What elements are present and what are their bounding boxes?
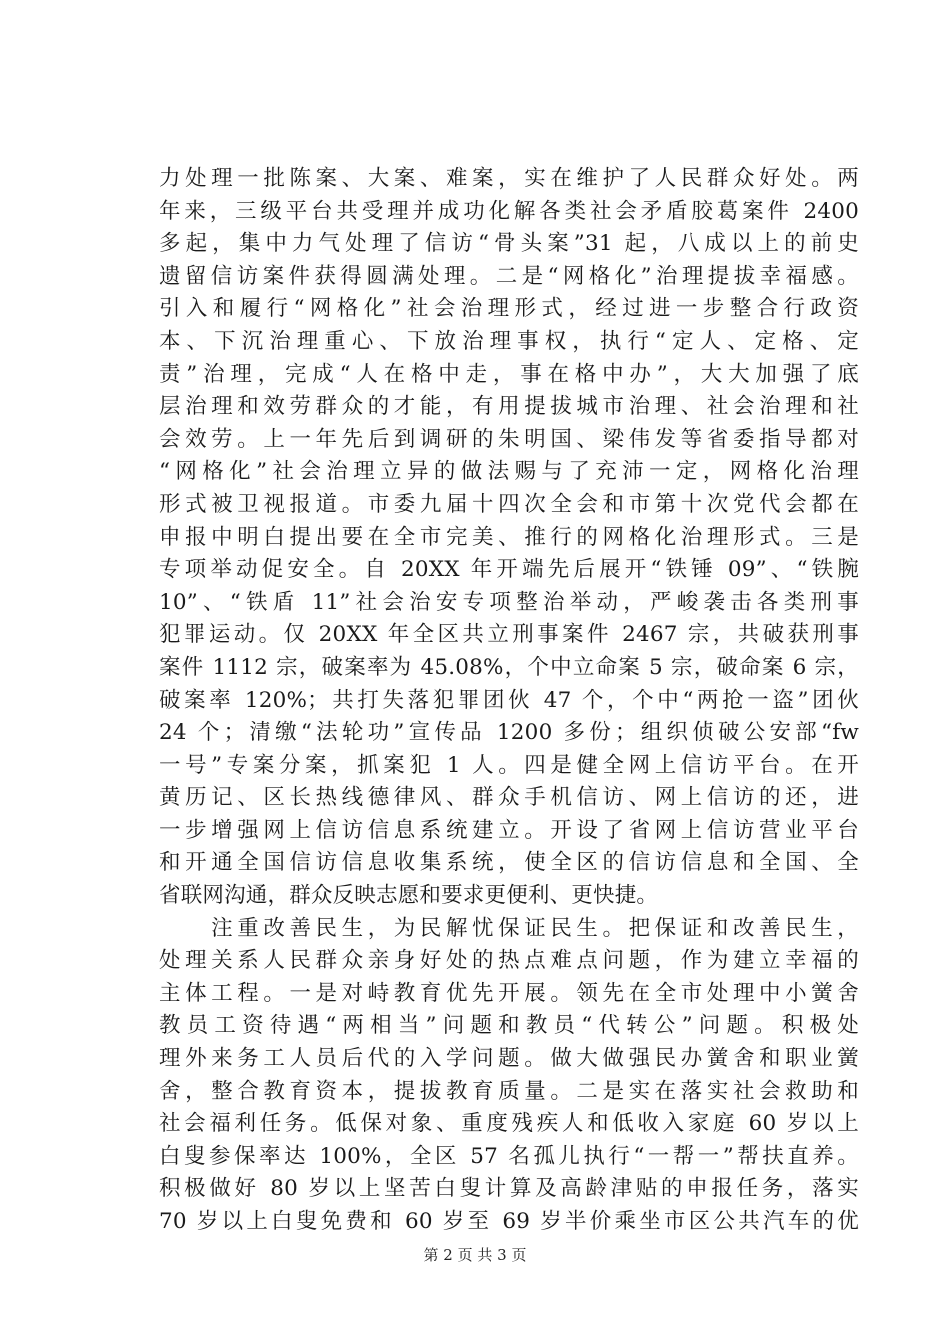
text-line: 引入和履行“网格化”社会治理形式，经过进一步整合行政资 [159, 296, 859, 322]
text-line: 会效劳。上一年先后到调研的朱明国、梁伟发等省委指导都对 [159, 426, 859, 452]
text-line: 本、下沉治理重心、下放治理事权，执行“定人、定格、定 [159, 328, 859, 354]
text-line: 案件 1112 宗，破案率为 45.08%，个中立命案 5 宗，破命案 6 宗， [159, 654, 859, 680]
page-footer: 第 2 页 共 3 页 [423, 1246, 527, 1264]
text-line: 形式被卫视报道。市委九届十四次全会和市第十次党代会都在 [159, 491, 859, 517]
text-line: 层治理和效劳群众的才能，有用提拔城市治理、社会治理和社 [159, 394, 859, 420]
text-line: 舍，整合教育资本，提拔教育质量。二是实在落实社会救助和 [159, 1078, 859, 1104]
text-line: 遗留信访案件获得圆满处理。二是“网格化”治理提拔幸福感。 [159, 263, 859, 289]
text-line: 70 岁以上白叟免费和 60 岁至 69 岁半价乘坐市区公共汽车的优 [159, 1209, 859, 1234]
text-line: 和开通全国信访信息收集系统，使全区的信访信息和全国、全 [159, 850, 859, 876]
text-line: “网格化”社会治理立异的做法赐与了充沛一定，网格化治理 [159, 459, 859, 485]
text-line: 力处理一批陈案、大案、难案，实在维护了人民群众好处。两 [159, 166, 859, 191]
text-line: 责”治理，完成“人在格中走，事在格中办”，大大加强了底 [159, 361, 859, 387]
text-line: 10”、“铁盾 11”社会治安专项整治举动，严峻袭击各类刑事 [159, 589, 859, 615]
text-line: 处理关系人民群众亲身好处的热点难点问题，作为建立幸福的 [159, 948, 859, 974]
text-line: 一步增强网上信访信息系统建立。开设了省网上信访营业平台 [159, 817, 859, 843]
text-line: 教员工资待遇“两相当”问题和教员“代转公”问题。积极处 [159, 1013, 859, 1039]
text-line: 专项举动促安全。自 20XX 年开端先后展开“铁锤 09”、“铁腕 [159, 557, 859, 583]
text-line: 注重改善民生，为民解忧保证民生。把保证和改善民生， [159, 915, 859, 941]
text-line: 白叟参保率达 100%，全区 57 名孤儿执行“一帮一”帮扶直养。 [159, 1143, 859, 1169]
text-line: 主体工程。一是对峙教育优先开展。领先在全市处理中小黉舍 [159, 980, 859, 1006]
text-line: 申报中明白提出要在全市完美、推行的网格化治理形式。三是 [159, 524, 859, 550]
text-line: 黄历记、区长热线德律风、群众手机信访、网上信访的还，进 [159, 785, 859, 811]
text-line: 犯罪运动。仅 20XX 年全区共立刑事案件 2467 宗，共破获刑事 [159, 622, 859, 648]
text-line: 多起，集中力气处理了信访“骨头案”31 起，八成以上的前史 [159, 231, 859, 257]
text-line: 24 个；清缴“法轮功”宣传品 1200 多份；组织侦破公安部“fw [159, 720, 859, 746]
paragraph-1 [159, 163, 859, 913]
text-line: 社会福利任务。低保对象、重度残疾人和低收入家庭 60 岁以上 [159, 1111, 859, 1137]
body-text [159, 163, 859, 1239]
text-line: 一号”专案分案，抓案犯 1 人。四是健全网上信访平台。在开 [159, 752, 859, 778]
paragraph-2 [159, 913, 859, 1239]
text-line: 积极做好 80 岁以上坚苦白叟计算及高龄津贴的申报任务，落实 [159, 1176, 859, 1202]
text-line: 省联网沟通，群众反映志愿和要求更便利、更快捷。 [159, 883, 659, 909]
text-line: 破案率 120%；共打失落犯罪团伙 47 个，个中“两抢一盗”团伙 [159, 687, 859, 713]
text-line: 理外来务工人员后代的入学问题。做大做强民办黉舍和职业黉 [159, 1046, 859, 1072]
text-line: 年来，三级平台共受理并成功化解各类社会矛盾胶葛案件 2400 [159, 198, 859, 224]
